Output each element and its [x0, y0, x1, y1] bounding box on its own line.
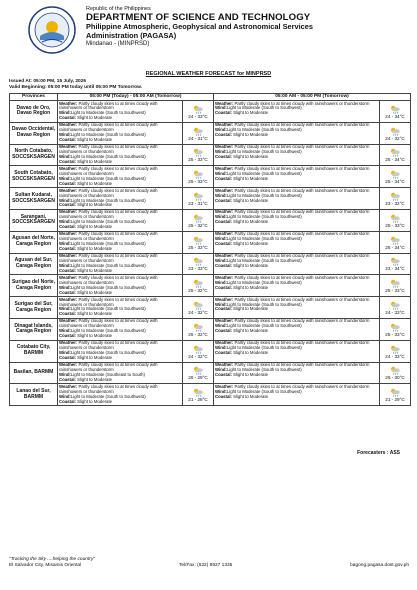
weather-icon-cell — [380, 275, 411, 297]
weather-icon-cell — [380, 384, 411, 406]
province-name: Dinagat Islands, Caraga Region — [10, 318, 58, 340]
weather-text: Partly cloudy skies to at times cloudy with rainshowers or thunderstorm — [234, 122, 370, 128]
wind-text: Light to Moderate (South to Southwest) — [226, 366, 302, 372]
coastal-text: Slight to Moderate — [233, 110, 269, 116]
temperature-range: 24 - 31°C — [188, 135, 208, 141]
wind-text: Light to Moderate (South to Southwest) — [70, 306, 146, 312]
partly-cloudy-rain-icon — [380, 214, 410, 223]
forecast-table — [9, 93, 411, 406]
province-name: Sultan Kudarat, SOCCSKSARGEN — [10, 188, 58, 210]
weather-text: Partly cloudy skies to at times cloudy with rainshowers or thunderstorm — [59, 362, 158, 372]
forecast-description: Weather: Partly cloudy skies to at times cloudy with rainshowers or thunderstorm Wind:Light to Moderate (South to Southwest) Coastal: Slight to Moderate — [214, 209, 380, 231]
partly-cloudy-rain-icon — [380, 366, 410, 375]
province-name: Surigao del Sur, Caraga Region — [10, 297, 58, 319]
coastal-text: Slight to Moderate — [233, 328, 269, 334]
wind-text: Light to Moderate (South to Southwest) — [70, 219, 146, 225]
weather-icon-cell — [183, 384, 214, 406]
temperature-range: 25 - 32°C — [188, 222, 208, 228]
weather-icon-cell — [380, 297, 411, 319]
weather-icon-cell — [183, 101, 214, 123]
table-row — [10, 101, 411, 123]
province-name: North Cotabato, SOCCSKSARGEN — [10, 144, 58, 166]
weather-icon-cell — [380, 144, 411, 166]
wind-text: Light to Moderate (South to Southwest) — [70, 262, 146, 268]
table-row — [10, 275, 411, 297]
republic-label: Republic of the Philippines — [86, 6, 151, 12]
forecast-description: Weather: Partly cloudy skies to at times cloudy with rainshowers or thunderstorm Wind:Light to Moderate (South to Southwest) Coastal: Slight to Moderate — [58, 188, 183, 210]
weather-text: Partly cloudy skies to at times cloudy with rainshowers or thunderstorm — [59, 296, 158, 307]
footer-website: bagong.pagasa.dost.gov.ph — [350, 562, 409, 568]
table-row — [10, 166, 411, 188]
forecasters-label: Forecasters : ASS — [357, 450, 400, 456]
province-name: Agusan del Sur, Caraga Region — [10, 253, 58, 275]
forecast-description: Weather: Partly cloudy skies to at times cloudy with rainshowers or thunderstorm Wind:Light to Moderate (South to Southwest) Coastal: Slight to Moderate — [58, 275, 183, 297]
temperature-range: 21 - 29°C — [385, 397, 405, 403]
weather-text: Partly cloudy skies to at times cloudy with rainshowers or thunderstorm — [234, 144, 370, 150]
forecast-description: Weather: Partly cloudy skies to at times cloudy with rainshowers or thunderstorm Wind:Light to Moderate (South to Southwest) Coastal: Slight to Moderate — [58, 144, 183, 166]
wind-text: Light to Moderate (South to Southwest) — [226, 170, 302, 176]
table-row — [10, 318, 411, 340]
weather-icon-cell — [380, 318, 411, 340]
weather-text: Partly cloudy skies to at times cloudy with rainshowers or thunderstorm — [59, 209, 158, 220]
weather-icon-cell — [183, 253, 214, 275]
province-name: Sarangani, SOCCSKSARGEN — [10, 209, 58, 231]
coastal-text: Slight to Moderate — [77, 333, 113, 339]
partly-cloudy-rain-icon — [380, 323, 410, 332]
coastal-text: Slight to Moderate — [233, 306, 269, 312]
coastal-text: Slight to Moderate — [77, 354, 113, 360]
temperature-range: 25 - 34°C — [385, 157, 405, 163]
weather-text: Partly cloudy skies to at times cloudy with rainshowers or thunderstorm — [59, 165, 158, 176]
coastal-text: Slight to Moderate — [77, 267, 113, 273]
weather-icon-cell — [183, 122, 214, 144]
coastal-text: Slight to Moderate — [233, 284, 269, 290]
valid-period: Valid Beginning: 05:00 PM today until 05:00 PM Tomorrow. — [9, 84, 142, 90]
wind-text: Light to Moderate (South to Southwest) — [70, 284, 146, 290]
temperature-range: 24 - 32°C — [188, 353, 208, 359]
weather-text: Partly cloudy skies to at times cloudy with rainshowers or thunderstorm — [234, 187, 370, 193]
partly-cloudy-rain-icon — [380, 170, 410, 179]
wind-text: Light to Moderate (South to Southwest) — [226, 236, 302, 242]
document-footer — [9, 557, 409, 568]
coastal-text: Slight to Moderate — [77, 137, 113, 143]
partly-cloudy-rain-icon — [380, 148, 410, 157]
temperature-range: 25 - 34°C — [385, 244, 405, 250]
issued-at: Issued At: 05:00 PM, 15 July, 2026 — [9, 79, 87, 84]
weather-icon-cell — [380, 340, 411, 362]
weather-text: Partly cloudy skies to at times cloudy with rainshowers or thunderstorm — [234, 340, 370, 346]
weather-text: Partly cloudy skies to at times cloudy with rainshowers or thunderstorm — [234, 362, 370, 368]
partly-cloudy-rain-icon — [380, 192, 410, 201]
partly-cloudy-rain-icon — [183, 127, 213, 136]
department-name: DEPARTMENT OF SCIENCE AND TECHNOLOGY — [86, 12, 311, 23]
wind-text: Light to Moderate (South to Southwest) — [70, 241, 146, 247]
coastal-text: Slight to Moderate — [77, 224, 113, 230]
weather-icon-cell — [183, 340, 214, 362]
temperature-range: 25 - 32°C — [188, 331, 208, 337]
coastal-text: Slight to Moderate — [233, 175, 269, 181]
coastal-text: Slight to Moderate — [77, 246, 113, 251]
wind-text: Light to Moderate (South to Southwest) — [226, 323, 302, 329]
forecast-description: Weather: Partly cloudy skies to at times cloudy with rainshowers or thunderstorm Wind:Light to Moderate (South to Southwest) Coastal: Slight to Moderate — [214, 275, 380, 297]
forecast-description: Weather: Partly cloudy skies to at times cloudy with rainshowers or thunderstorm Wind:Light to Moderate (South to Southwest) Coastal: Slight to Moderate — [214, 297, 380, 319]
weather-icon-cell — [380, 122, 411, 144]
province-name: Davao Occidental, Davao Region — [10, 122, 58, 144]
weather-icon-cell — [380, 231, 411, 253]
weather-text: Partly cloudy skies to at times cloudy with rainshowers or thunderstorm — [59, 100, 158, 111]
wind-text: Light to Moderate (South to Southwest) — [70, 110, 146, 116]
weather-text: Partly cloudy skies to at times cloudy with rainshowers or thunderstorm — [234, 318, 370, 324]
wind-text: Light to Moderate (South to Southwest) — [70, 350, 146, 356]
partly-cloudy-rain-icon — [183, 214, 213, 223]
temperature-range: 25 - 33°C — [385, 331, 405, 337]
temperature-range: 24 - 33°C — [385, 310, 405, 316]
forecast-description: Weather: Partly cloudy skies to at times cloudy with rainshowers or thunderstorm Wind:Light to Moderate (South to Southwest) Coastal: Slight to Moderate — [214, 362, 380, 384]
table-row — [10, 340, 411, 362]
agency-name-line2: Administration (PAGASA) — [86, 30, 177, 40]
weather-text: Partly cloudy skies to at times cloudy with rainshowers or thunderstorm — [59, 383, 158, 394]
weather-text: Partly cloudy skies to at times cloudy with rainshowers or thunderstorm — [59, 274, 158, 285]
coastal-text: Slight to Moderate — [233, 197, 269, 203]
wind-text: Light to Moderate (South to Southwest) — [226, 257, 302, 263]
province-name: Agusan del Norte, Caraga Region — [10, 231, 58, 253]
coastal-text: Slight to Moderate — [77, 289, 113, 295]
temperature-range: 25 - 33°C — [188, 244, 208, 250]
footer-telfax: Tel/Fax: (632) 8927 1335 — [179, 562, 233, 568]
temperature-range: 25 - 32°C — [188, 288, 208, 294]
wind-text: Light to Moderate (South to Southwest) — [70, 175, 146, 181]
coastal-text: Slight to Moderate — [233, 371, 269, 377]
forecast-description: Weather: Partly cloudy skies to at times cloudy with rainshowers or thunderstorm Wind:Light to Moderate (South to Southwest) Coastal: Slight to Moderate — [214, 144, 380, 166]
wind-text: Light to Moderate (South to Southwest) — [226, 105, 302, 111]
temperature-range: 25 - 33°C — [188, 157, 208, 163]
column-header-provinces: Provinces — [10, 94, 58, 101]
partly-cloudy-rain-icon — [380, 388, 410, 397]
partly-cloudy-rain-icon — [183, 323, 213, 332]
province-name: Basilan, BARMM — [10, 362, 58, 384]
province-name: South Cotabato, SOCCSKSARGEN — [10, 166, 58, 188]
temperature-range: 24 - 33°C — [385, 353, 405, 359]
pagasa-seal-icon — [28, 6, 76, 54]
forecast-description: Weather: Partly cloudy skies to at times cloudy with rainshowers or thunderstorm Wind:Light to Moderate (South to Southwest) Coastal: Slight to Moderate — [58, 166, 183, 188]
office-name: Mindanao - (MINPRSD) — [86, 41, 150, 48]
weather-icon-cell — [380, 253, 411, 275]
province-name: Davao de Oro, Davao Region — [10, 101, 58, 123]
partly-cloudy-rain-icon — [183, 236, 213, 245]
wind-text: Light to Moderate (South to Southwest) — [226, 301, 302, 307]
weather-icon-cell — [183, 297, 214, 319]
coastal-text: Slight to Moderate — [233, 393, 269, 399]
temperature-range: 25 - 34°C — [385, 179, 405, 185]
forecast-description: Weather: Partly cloudy skies to at times cloudy with rainshowers or thunderstorm Wind:Light to Moderate (South to Southwest) Coastal: Slight to Moderate — [58, 384, 183, 406]
partly-cloudy-rain-icon — [380, 301, 410, 310]
temperature-range: 25 - 33°C — [188, 179, 208, 185]
table-row — [10, 362, 411, 384]
temperature-range: 24 - 32°C — [188, 310, 208, 316]
wind-text: Light to Moderate (South to Southwest) — [70, 328, 146, 334]
forecast-description: Weather: Partly cloudy skies to at times cloudy with rainshowers or thunderstorm Wind:Light to Moderate (South to Southwest) Coastal: Slight to Moderate — [58, 101, 183, 123]
document-header — [28, 6, 398, 66]
province-name: Cotabato City, BARMM — [10, 340, 58, 362]
weather-icon-cell — [380, 362, 411, 384]
temperature-range: 26 - 30°C — [385, 375, 405, 381]
wind-text: Light to Moderate (South to Southwest) — [226, 192, 302, 198]
weather-text: Partly cloudy skies to at times cloudy with rainshowers or thunderstorm — [59, 187, 158, 198]
column-header-period2: 05:00 AM - 05:00 PM (Tomorrow) — [214, 94, 411, 101]
forecast-description: Weather: Partly cloudy skies to at times cloudy with rainshowers or thunderstorm Wind:Light to Moderate (Southeast to South) Coastal: Slight to Moderate — [58, 362, 183, 384]
partly-cloudy-rain-icon — [183, 345, 213, 354]
temperature-range: 24 - 33°C — [188, 113, 208, 119]
coastal-text: Slight to Moderate — [233, 153, 269, 159]
partly-cloudy-rain-icon — [183, 388, 213, 397]
weather-icon-cell — [183, 275, 214, 297]
weather-text: Partly cloudy skies to at times cloudy with rainshowers or thunderstorm — [234, 165, 370, 171]
weather-text: Partly cloudy skies to at times cloudy with rainshowers or thunderstorm — [234, 296, 370, 302]
weather-text: Partly cloudy skies to at times cloudy with rainshowers or thunderstorm — [234, 274, 370, 280]
forecast-description: Weather: Partly cloudy skies to at times cloudy with rainshowers or thunderstorm Wind:Light to Moderate (South to Southwest) Coastal: Slight to Moderate — [214, 166, 380, 188]
partly-cloudy-rain-icon — [380, 279, 410, 288]
partly-cloudy-rain-icon — [183, 105, 213, 114]
weather-icon-cell — [183, 362, 214, 384]
weather-text: Partly cloudy skies to at times cloudy with rainshowers or thunderstorm — [234, 209, 370, 215]
wind-text: Light to Moderate (South to Southwest) — [70, 393, 146, 399]
forecast-description: Weather: Partly cloudy skies to at times cloudy with rainshowers or thunderstorm Wind:Light to Moderate (South to Southwest) Coastal: Slight to Moderate — [58, 318, 183, 340]
temperature-range: 23 - 33°C — [188, 266, 208, 272]
coastal-text: Slight to Moderate — [77, 180, 113, 186]
partly-cloudy-rain-icon — [183, 192, 213, 201]
table-row — [10, 384, 411, 406]
weather-text: Partly cloudy skies to at times cloudy with rainshowers or thunderstorm — [234, 253, 370, 259]
weather-text: Partly cloudy skies to at times cloudy with rainshowers or thunderstorm — [234, 100, 370, 106]
forecast-description: Weather: Partly cloudy skies to at times cloudy with rainshowers or thunderstorm Wind:Light to Moderate (South to Southwest) Coastal: Slight to Moderate — [214, 188, 380, 210]
coastal-text: Slight to Moderate — [233, 241, 269, 247]
weather-icon-cell — [183, 166, 214, 188]
temperature-range: 23 - 34°C — [385, 266, 405, 272]
forecast-description: Weather: Partly cloudy skies to at times cloudy with rainshowers or thunderstorm Wind:Light to Moderate (South to Southwest) Coastal: Slight to Moderate — [58, 297, 183, 319]
weather-icon-cell — [183, 231, 214, 253]
wind-text: Light to Moderate (South to Southwest) — [226, 388, 302, 394]
temperature-range: 24 - 34°C — [385, 113, 405, 119]
weather-text: Partly cloudy skies to at times cloudy with rainshowers or thunderstorm — [59, 144, 158, 154]
partly-cloudy-rain-icon — [183, 170, 213, 179]
column-header-period1: 05:00 PM (Today) - 05:00 AM (Tomorrow) — [58, 94, 214, 101]
partly-cloudy-rain-icon — [380, 236, 410, 245]
forecast-description: Weather: Partly cloudy skies to at times cloudy with rainshowers or thunderstorm Wind:Light to Moderate (South to Southwest) Coastal: Slight to Moderate — [214, 122, 380, 144]
forecast-description: Weather: Partly cloudy skies to at times cloudy with rainshowers or thunderstorm Wind:Light to Moderate (South to Southwest) Coastal: Slight to Moderate — [214, 231, 380, 253]
weather-text: Partly cloudy skies to at times cloudy with rainshowers or thunderstorm — [59, 340, 158, 351]
weather-text: Partly cloudy skies to at times cloudy with rainshowers or thunderstorm — [234, 231, 370, 237]
province-name: Lanao del Sur, BARMM — [10, 384, 58, 406]
coastal-text: Slight to Moderate — [77, 376, 113, 382]
table-row — [10, 188, 411, 210]
forecast-description: Weather: Partly cloudy skies to at times cloudy with rainshowers or thunderstorm Wind:Light to Moderate (South to Southwest) Coastal: Slight to Moderate — [214, 253, 380, 275]
temperature-range: 26 - 29°C — [188, 375, 208, 381]
province-name: Surigao del Norte, Caraga Region — [10, 275, 58, 297]
temperature-range: 25 - 33°C — [385, 288, 405, 294]
weather-icon-cell — [380, 166, 411, 188]
weather-text: Partly cloudy skies to at times cloudy with rainshowers or thunderstorm — [234, 383, 370, 389]
forecast-description: Weather: Partly cloudy skies to at times cloudy with rainshowers or thunderstorm Wind:Light to Moderate (South to Southwest) Coastal: Slight to Moderate — [58, 253, 183, 275]
footer-tagline: "Tracking the Sky ....helping the country" — [9, 557, 95, 562]
coastal-text: Slight to Moderate — [77, 158, 113, 164]
weather-text: Partly cloudy skies to at times cloudy with rainshowers or thunderstorm — [59, 231, 158, 242]
partly-cloudy-rain-icon — [380, 345, 410, 354]
forecast-description: Weather: Partly cloudy skies to at times cloudy with rainshowers or thunderstorm Wind:Light to Moderate (South to Southwest) Coastal: Slight to Moderate — [58, 340, 183, 362]
weather-text: Partly cloudy skies to at times cloudy with rainshowers or thunderstorm — [59, 122, 158, 133]
document-title: REGIONAL WEATHER FORECAST for MINPRSD — [145, 71, 272, 77]
agency-name-line1: Philippine Atmospheric, Geophysical and Astronomical Services — [86, 22, 313, 31]
weather-icon-cell — [183, 144, 214, 166]
temperature-range: 21 - 28°C — [188, 397, 208, 403]
weather-icon-cell — [183, 209, 214, 231]
wind-text: Light to Moderate (South to Southwest) — [70, 197, 146, 203]
table-row — [10, 144, 411, 166]
forecast-description: Weather: Partly cloudy skies to at times cloudy with rainshowers or thunderstorm Wind:Light to Moderate (South to Southwest) Coastal: Slight to Moderate — [214, 318, 380, 340]
partly-cloudy-rain-icon — [183, 366, 213, 375]
weather-icon-cell — [380, 101, 411, 123]
partly-cloudy-rain-icon — [380, 257, 410, 266]
partly-cloudy-rain-icon — [183, 279, 213, 288]
wind-text: Light to Moderate (South to Southwest) — [226, 345, 302, 351]
forecast-description: Weather: Partly cloudy skies to at times cloudy with rainshowers or thunderstorm Wind:Light to Moderate (South to Southwest) Coastal: Slight to Moderate — [214, 101, 380, 123]
wind-text: Light to Moderate (South to Southwest) — [70, 132, 146, 138]
table-row — [10, 209, 411, 231]
partly-cloudy-rain-icon — [183, 257, 213, 266]
weather-icon-cell — [380, 188, 411, 210]
weather-icon-cell — [183, 318, 214, 340]
partly-cloudy-rain-icon — [380, 105, 410, 114]
coastal-text: Slight to Moderate — [233, 350, 269, 356]
wind-text: Light to Moderate (South to Southwest) — [70, 153, 146, 159]
forecast-description: Weather: Partly cloudy skies to at times cloudy with rainshowers or thunderstorm Wind:Light to Moderate (South to Southwest) Coastal: Slight to Moderate — [58, 122, 183, 144]
temperature-range: 24 - 32°C — [385, 135, 405, 141]
coastal-text: Slight to Moderate — [233, 262, 269, 268]
coastal-text: Slight to Moderate — [77, 311, 113, 317]
temperature-range: 23 - 32°C — [385, 201, 405, 207]
temperature-range: 25 - 33°C — [385, 222, 405, 228]
wind-text: Light to Moderate (Southeast to South) — [70, 371, 145, 377]
coastal-text: Slight to Moderate — [233, 219, 269, 225]
table-header-row — [10, 94, 411, 101]
forecast-description: Weather: Partly cloudy skies to at times cloudy with rainshowers or thunderstorm Wind:Light to Moderate (South to Southwest) Coastal: Slight to Moderate — [58, 209, 183, 231]
table-row — [10, 253, 411, 275]
weather-text: Partly cloudy skies to at times cloudy with rainshowers or thunderstorm — [59, 318, 158, 329]
wind-text: Light to Moderate (South to Southwest) — [226, 149, 302, 154]
table-row — [10, 231, 411, 253]
issue-info — [9, 79, 142, 90]
partly-cloudy-rain-icon — [380, 127, 410, 136]
coastal-text: Slight to Moderate — [77, 115, 113, 121]
table-row — [10, 297, 411, 319]
weather-text: Partly cloudy skies to at times cloudy with rainshowers or thunderstorm — [59, 253, 158, 263]
forecast-description: Weather: Partly cloudy skies to at times cloudy with rainshowers or thunderstorm Wind:Light to Moderate (South to Southwest) Coastal: Slight to Moderate — [58, 231, 183, 253]
coastal-text: Slight to Moderate — [233, 132, 269, 138]
forecast-description: Weather: Partly cloudy skies to at times cloudy with rainshowers or thunderstorm Wind:Light to Moderate (South to Southwest) Coastal: Slight to Moderate — [214, 340, 380, 362]
wind-text: Light to Moderate (South to Southwest) — [226, 127, 302, 133]
partly-cloudy-rain-icon — [183, 148, 213, 157]
weather-icon-cell — [380, 209, 411, 231]
footer-address: El Salvador City, Misamis Oriental — [9, 562, 82, 568]
wind-text: Light to Moderate (South to Southwest) — [226, 279, 302, 285]
weather-icon-cell — [183, 188, 214, 210]
partly-cloudy-rain-icon — [183, 301, 213, 310]
wind-text: Light to Moderate (South to Southwest) — [226, 214, 302, 220]
forecast-description: Weather: Partly cloudy skies to at times cloudy with rainshowers or thunderstorm Wind:Light to Moderate (South to Southwest) Coastal: Slight to Moderate — [214, 384, 380, 406]
table-row — [10, 122, 411, 144]
coastal-text: Slight to Moderate — [77, 202, 113, 208]
coastal-text: Slight to Moderate — [77, 398, 113, 404]
temperature-range: 23 - 31°C — [188, 201, 208, 207]
